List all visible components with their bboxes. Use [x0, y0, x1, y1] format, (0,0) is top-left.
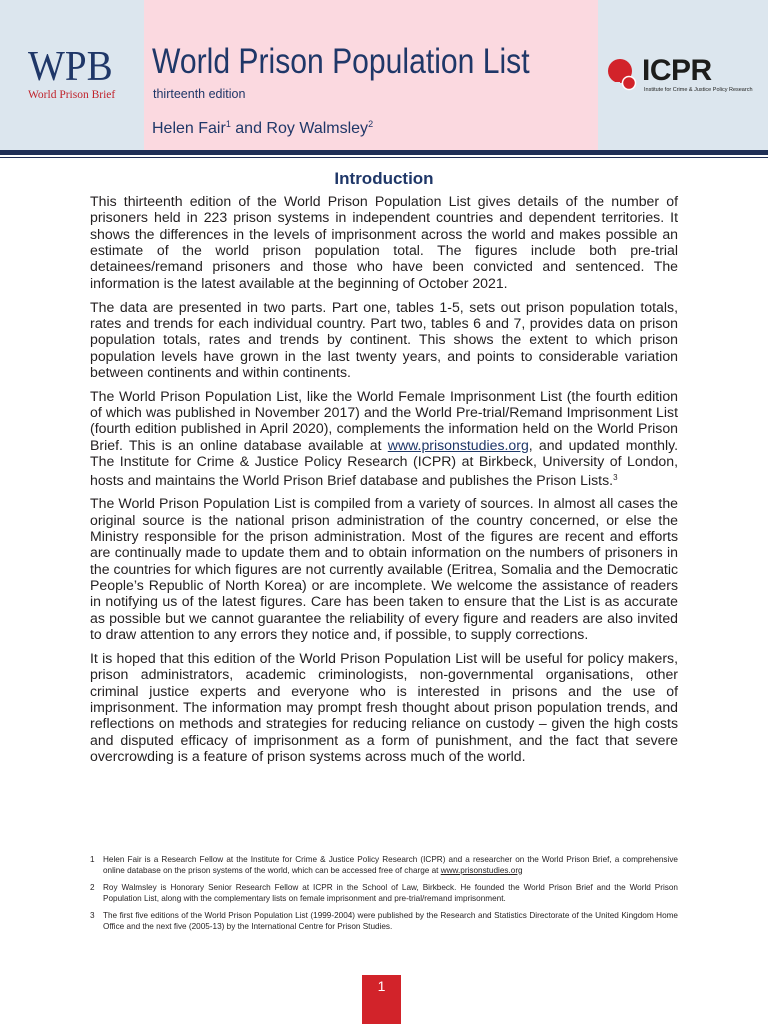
footnote-3-number: 3 [90, 911, 95, 920]
footnote-2-text: Roy Walmsley is Honorary Senior Research Fellow at ICPR in the School of Law, Birkbeck. He founded the World Prison Brief and the World Prison Population List, along with the complementary lists on female imprisonment and pre-trial/remand imprisonment. [103, 883, 678, 903]
footnote-ref-3[interactable]: 3 [613, 472, 618, 482]
footnote-1-number: 1 [90, 855, 95, 864]
footnote-2 [90, 883, 678, 904]
page-number-badge [362, 975, 401, 1024]
icpr-logo [606, 56, 756, 96]
footnote-1-link[interactable]: www.prisonstudies.org [440, 865, 523, 875]
paragraph-3 [90, 388, 678, 488]
paragraph-4: The World Prison Population List is compiled from a variety of sources. In almost all cases the original source is the national prison administration of the country concerned, or else the Ministry responsible for the prison administration. Most of the figures are recent and efforts are continually made to update them and to obtain information on the numbers of prisoners in the countries for which figures are not currently available (Eritrea, Somalia and the Democratic People’s Republic of North Korea) or are incomplete. We welcome the assistance of readers in notifying us of the latest figures. Care has been taken to ensure that the List is as accurate as possible but we cannot guarantee the reliability of every figure and readers are also invited to draw attention to any errors they notice and, if possible, to supply corrections. [90, 495, 678, 643]
prisonstudies-link[interactable]: www.prisonstudies.org [387, 436, 529, 453]
icpr-emblem-icon [606, 56, 642, 92]
introduction-body [90, 193, 678, 772]
header-divider-thick [0, 150, 768, 155]
footnote-ref-1[interactable]: 1 [225, 119, 231, 129]
wpb-logo [28, 46, 128, 101]
footnote-3-text: The first five editions of the World Prison Population List (1999-2004) were published by the Research and Statistics Directorate of the United Kingdom Home Office and the next five (2005-13) by the International Centre for Prison Studies. [103, 911, 678, 931]
paragraph-1: This thirteenth edition of the World Prison Population List gives details of the number of prisoners held in 223 prison systems in independent countries and dependent territories. It shows the differences in the levels of imprisonment across the world and makes possible an estimate of the world prison population total. The figures include both pre-trial detainees/remand prisoners and those who have been convicted and sentenced. The information is the latest available at the beginning of October 2021. [90, 193, 678, 291]
header-divider-thin [0, 157, 768, 158]
edition-label: thirteenth edition [153, 87, 246, 101]
footnote-1-body: Helen Fair is a Research Fellow at the Institute for Crime & Justice Policy Research (ICPR) and a researcher on the World Prison Brief, a comprehensive online database on the prison systems of the world, which can be accessed free of charge at [103, 855, 678, 875]
author-1: Helen Fair [152, 120, 226, 137]
page-number: 1 [377, 978, 386, 994]
footnote-ref-2[interactable]: 2 [368, 119, 374, 129]
icpr-logo-subtitle: Institute for Crime & Justice Policy Research [644, 87, 753, 93]
wpb-logo-letters: WPB [28, 44, 113, 90]
paragraph-3-text-a: The World Prison Population List, like the World Female Imprisonment List (the fourth edition of which was published in November 2017) and the World Pre-trial/Remand Imprisonment List (fourth edition published in April 2020), complements the information held on the World Prison Brief. This is an online database available at [90, 387, 678, 453]
author-2: and Roy Walmsley [230, 120, 369, 137]
footnote-2-number: 2 [90, 883, 95, 892]
footnotes [90, 855, 678, 939]
paragraph-2: The data are presented in two parts. Part one, tables 1-5, sets out prison population totals, rates and trends for each individual country. Part two, tables 6 and 7, provides data on prison population totals, rates and trends by continent. This shows the extent to which prison population levels have grown in the last twenty years, and points to considerable variation between continents and within continents. [90, 298, 678, 380]
footnote-1-text [103, 855, 678, 876]
paragraph-5: It is hoped that this edition of the World Prison Population List will be useful for policy makers, prison administrators, academic criminologists, non-governmental organisations, other criminal justice experts and everyone who is interested in prisons and the use of imprisonment. The information may prompt fresh thought about prison population trends, and reflections on methods and strategies for reducing reliance on custody – given the high costs and disputed efficacy of imprisonment as a form of punishment, and the fact that severe overcrowding is a feature of prison systems across much of the world. [90, 649, 678, 764]
footnote-1 [90, 855, 678, 876]
icpr-logo-letters: ICPR [642, 54, 712, 87]
wpb-logo-subtitle: World Prison Brief [28, 89, 116, 101]
authors-line [152, 119, 373, 138]
page-header [0, 0, 768, 152]
section-heading: Introduction [334, 169, 434, 188]
paragraph-3-text-b: , and updated monthly. The Institute for Crime & Justice Policy Research (ICPR) at Birkbeck, University of London, hosts and maintains the World Prison Brief database and publishes the Prison Lists. [90, 436, 678, 488]
document-title: World Prison Population List [152, 42, 530, 81]
footnote-3 [90, 911, 678, 932]
